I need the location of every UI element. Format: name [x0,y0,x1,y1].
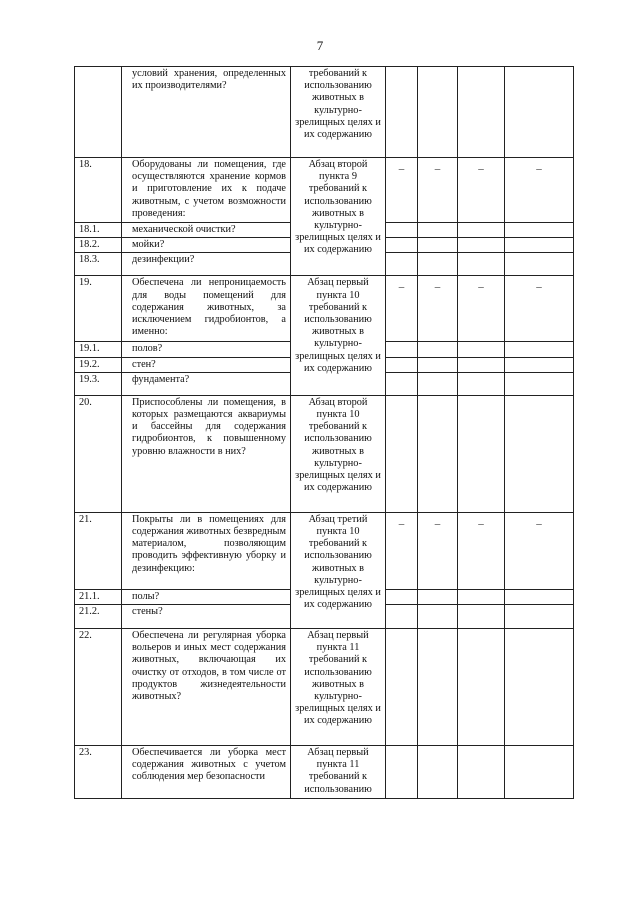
table-row [75,746,574,799]
item-number: 21.2. [75,605,122,629]
answer-no-cell [418,67,458,158]
question-text: стены? [122,605,291,629]
answer-na-cell [458,67,505,158]
requirement-reference: Абзац первый пункта 11 требований к использованию [291,746,386,799]
requirement-reference: Абзац первый пункта 10 требований к использованию животных в культурно-зрелищных целях и их содержанию [291,276,386,395]
table-row [75,629,574,746]
item-number: 18.1. [75,223,122,238]
dash-mark: – [505,276,574,342]
question-text: полов? [122,342,291,357]
dash-mark: – [505,512,574,589]
requirement-reference: Абзац третий пункта 10 требований к использованию животных в культурно-зрелищных целях и их содержанию [291,512,386,628]
question-text: Обеспечена ли непроницаемость для воды помещений для содержания животных, за исключением гидробионтов, а именно: [122,276,291,342]
question-text: Приспособлены ли помещения, в которых размещаются аквариумы и бассейны для содержания гидробионтов, к повышенному уровню влажности в них? [122,395,291,512]
item-number: 22. [75,629,122,746]
requirement-reference: Абзац первый пункта 11 требований к использованию животных в культурно-зрелищных целях и их содержанию [291,629,386,746]
question-text: условий хранения, определенных их производителями? [122,67,291,158]
item-number: 19.1. [75,342,122,357]
question-text: мойки? [122,238,291,253]
item-number: 21. [75,512,122,589]
item-number: 18. [75,158,122,223]
item-number: 18.3. [75,253,122,276]
table-row [75,158,574,223]
item-number [75,67,122,158]
question-text: механической очистки? [122,223,291,238]
table-row [75,395,574,512]
checklist-table [74,66,574,799]
question-text: Оборудованы ли помещения, где осуществляются хранение кормов и приготовление их к подаче животным, с учетом возможности проведения: [122,158,291,223]
page-number: 7 [316,38,324,53]
item-number: 21.1. [75,589,122,604]
requirement-reference: Абзац второй пункта 9 требований к использованию животных в культурно-зрелищных целях и их содержанию [291,158,386,276]
dash-mark: – [505,158,574,223]
answer-yes-cell [386,67,418,158]
dash-mark: – [386,512,418,589]
question-text: фундамента? [122,372,291,395]
requirement-reference: Абзац второй пункта 10 требований к использованию животных в культурно-зрелищных целях и их содержанию [291,395,386,512]
question-text: стен? [122,357,291,372]
requirement-reference: требований к использованию животных в культурно-зрелищных целях и их содержанию [291,67,386,158]
question-text: Обеспечена ли регулярная уборка вольеров и иных мест содержания животных, включающая их очистку от отходов, в том числе от продуктов жизнедеятельности животных? [122,629,291,746]
dash-mark: – [458,512,505,589]
dash-mark: – [418,276,458,342]
question-text: Обеспечивается ли уборка мест содержания животных с учетом соблюдения мер безопасности [122,746,291,799]
item-number: 19.2. [75,357,122,372]
dash-mark: – [418,158,458,223]
item-number: 19. [75,276,122,342]
item-number: 20. [75,395,122,512]
item-number: 18.2. [75,238,122,253]
dash-mark: – [386,276,418,342]
dash-mark: – [418,512,458,589]
question-text: полы? [122,589,291,604]
table-row [75,512,574,589]
note-cell [505,67,574,158]
dash-mark: – [458,158,505,223]
item-number: 23. [75,746,122,799]
question-text: Покрыты ли в помещениях для содержания животных безвредным материалом, позволяющим проводить эффективную уборку и дезинфекцию: [122,512,291,589]
table-row [75,276,574,342]
dash-mark: – [458,276,505,342]
item-number: 19.3. [75,372,122,395]
table-row [75,67,574,158]
question-text: дезинфекции? [122,253,291,276]
dash-mark: – [386,158,418,223]
